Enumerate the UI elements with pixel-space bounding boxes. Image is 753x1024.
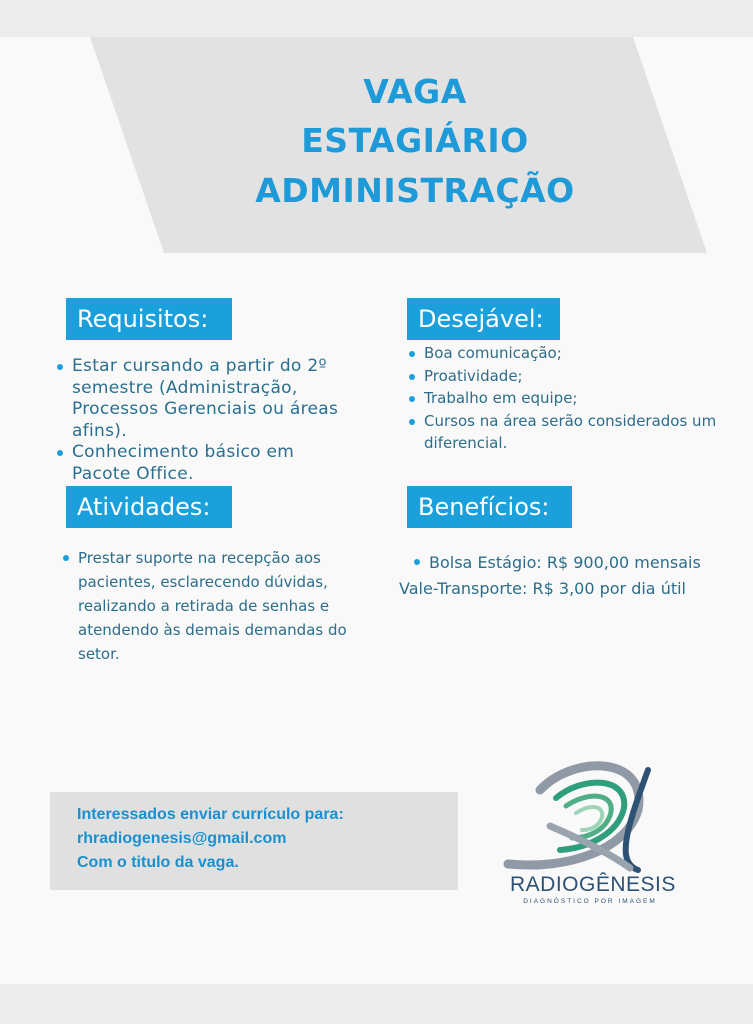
contact-box <box>50 792 458 890</box>
desejavel-label: Desejável: <box>407 298 560 340</box>
list-item: Conhecimento básico em Pacote Office. <box>54 442 354 485</box>
atividades-list <box>60 546 380 666</box>
requisitos-list <box>54 356 354 485</box>
list-item: Proatividade; <box>406 365 751 388</box>
desejavel-list <box>406 342 751 455</box>
beneficio-bolsa-text: Bolsa Estágio: R$ 900,00 mensais <box>429 553 701 572</box>
requisitos-label: Requisitos: <box>66 298 232 340</box>
contact-instruction: Interessados enviar currículo para: <box>77 806 344 823</box>
logo-tagline: DIAGNÓSTICO POR IMAGEM <box>523 898 657 905</box>
list-item: Estar cursando a partir do 2º semestre (Administração, Processos Gerenciais ou áreas afins). <box>54 356 354 442</box>
beneficio-bolsa <box>414 553 701 572</box>
list-item: Trabalho em equipe; <box>406 387 751 410</box>
contact-email[interactable]: rhradiogenesis@gmail.com <box>77 830 287 847</box>
atividades-label: Atividades: <box>66 486 232 528</box>
title-estagiario: ESTAGIÁRIO <box>301 121 529 160</box>
list-item: Cursos na área serão considerados um diferencial. <box>406 410 751 455</box>
title-administracao: ADMINISTRAÇÃO <box>255 171 575 210</box>
contact-subject-note: Com o titulo da vaga. <box>77 854 239 871</box>
logo-wordmark: RADIOGÊNESIS <box>510 873 676 896</box>
beneficio-transporte: Vale-Transporte: R$ 3,00 por dia útil <box>399 579 686 598</box>
list-item: Prestar suporte na recepção aos pacientes, esclarecendo dúvidas, realizando a retirada de senhas e atendendo às demais demandas do setor. <box>60 546 380 666</box>
bullet-icon <box>414 559 420 565</box>
beneficios-label: Benefícios: <box>407 486 572 528</box>
list-item: Boa comunicação; <box>406 342 751 365</box>
title-vaga: VAGA <box>363 72 467 111</box>
